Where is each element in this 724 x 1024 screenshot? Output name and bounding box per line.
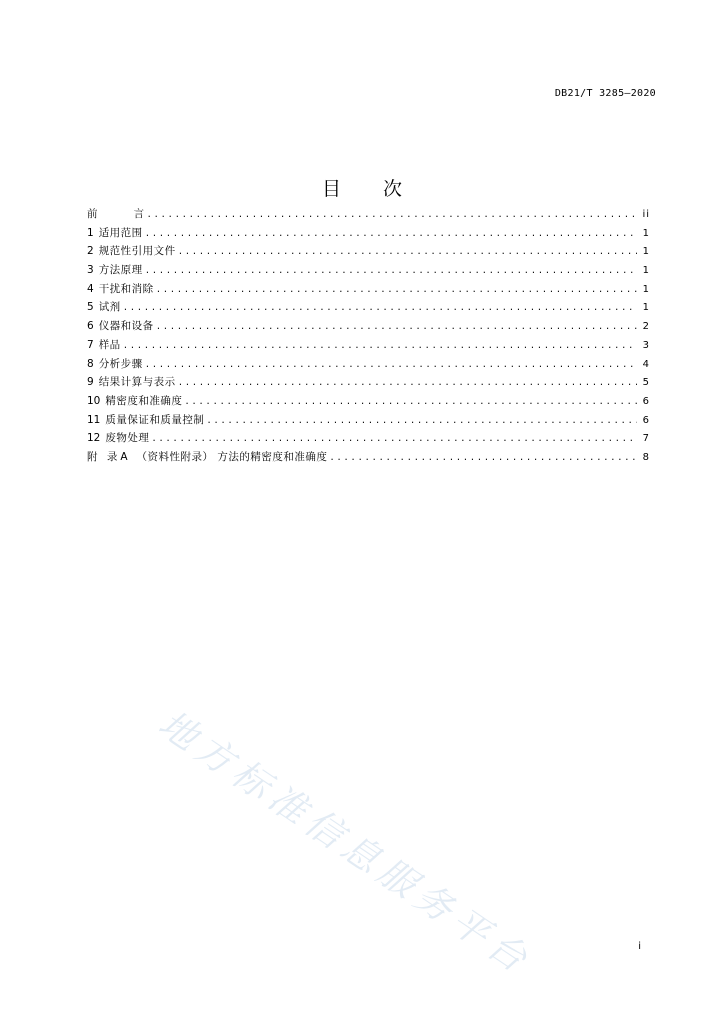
toc-item-reagents[interactable] xyxy=(87,299,650,318)
toc-item-results[interactable] xyxy=(87,374,650,393)
toc-leader-dots xyxy=(156,322,637,332)
toc-item-page: 3 xyxy=(642,339,650,351)
toc-leader-dots xyxy=(329,453,636,463)
toc-item-number: 6 xyxy=(87,320,94,333)
toc-item-page: 1 xyxy=(642,283,650,295)
toc-item-page: ii xyxy=(642,209,650,220)
toc-leader-dots xyxy=(156,285,637,295)
toc-leader-dots xyxy=(178,378,637,388)
toc-item-label: 仪器和设备 xyxy=(98,320,154,333)
toc-item-normative-references[interactable] xyxy=(87,243,650,262)
toc-item-page: 1 xyxy=(642,227,650,239)
toc-item-number: 7 xyxy=(87,338,94,351)
toc-item-label: 干扰和消除 xyxy=(98,282,154,295)
toc-title: 目 次 xyxy=(321,178,421,200)
toc-item-label: 精密度和准确度 xyxy=(105,394,183,407)
toc-item-page: 1 xyxy=(642,246,650,258)
toc-item-label: 言 xyxy=(133,208,145,220)
toc-item-number: 10 xyxy=(87,394,101,407)
toc-item-interference[interactable] xyxy=(87,281,650,300)
toc-item-number: 8 xyxy=(87,357,94,370)
toc-item-number: 5 xyxy=(87,301,94,314)
toc-leader-dots xyxy=(123,303,637,313)
toc-item-page: 6 xyxy=(642,395,650,407)
table-of-contents xyxy=(87,206,650,468)
toc-item-label: 样品 xyxy=(98,338,121,351)
toc-leader-dots xyxy=(123,341,637,351)
toc-item-number: 2 xyxy=(87,245,94,258)
toc-leader-dots xyxy=(178,247,637,257)
page-number: i xyxy=(638,941,641,952)
toc-item-number: 1 xyxy=(87,226,94,239)
toc-item-page: 1 xyxy=(642,302,650,314)
toc-leader-dots xyxy=(145,266,637,276)
toc-item-waste-disposal[interactable] xyxy=(87,430,650,449)
toc-leader-dots xyxy=(145,229,637,239)
watermark: 地方标准信息服务平台 xyxy=(151,702,540,984)
toc-item-label: 规范性引用文件 xyxy=(98,245,176,258)
toc-item-scope[interactable] xyxy=(87,225,650,244)
toc-item-label: 废物处理 xyxy=(105,432,150,445)
toc-item-label: 结果计算与表示 xyxy=(98,376,176,389)
document-code: DB21/T 3285—2020 xyxy=(554,88,656,99)
toc-item-page: 6 xyxy=(642,414,650,426)
toc-leader-dots xyxy=(151,434,636,444)
toc-item-precision[interactable] xyxy=(87,393,650,412)
toc-item-apparatus[interactable] xyxy=(87,318,650,337)
toc-item-samples[interactable] xyxy=(87,337,650,356)
toc-item-number: 12 xyxy=(87,432,101,445)
toc-item-analysis-steps[interactable] xyxy=(87,356,650,375)
toc-item-label: 分析步骤 xyxy=(98,357,143,370)
toc-item-number: 前 xyxy=(87,208,98,220)
toc-item-method-principle[interactable] xyxy=(87,262,650,281)
toc-item-page: 2 xyxy=(642,321,650,333)
toc-item-label: 质量保证和质量控制 xyxy=(105,413,205,426)
toc-leader-dots xyxy=(147,210,637,220)
toc-item-page: 8 xyxy=(642,451,650,463)
toc-item-number: 3 xyxy=(87,264,94,277)
toc-item-number: 9 xyxy=(87,376,94,389)
toc-item-page: 4 xyxy=(642,358,650,370)
toc-leader-dots xyxy=(184,397,636,407)
toc-item-number: 4 xyxy=(87,282,94,295)
toc-leader-dots xyxy=(206,416,636,426)
toc-leader-dots xyxy=(145,360,637,370)
toc-item-page: 7 xyxy=(642,433,650,445)
toc-item-page: 1 xyxy=(642,265,650,277)
toc-item-number: 11 xyxy=(87,413,101,426)
toc-item-label: 适用范围 xyxy=(98,226,143,239)
toc-item-label: 试剂 xyxy=(98,301,121,314)
toc-item-label: 方法原理 xyxy=(98,264,143,277)
toc-item-preface[interactable] xyxy=(87,206,650,225)
toc-item-label: （资料性附录） 方法的精密度和准确度 xyxy=(136,450,328,463)
toc-item-number: 附 录A xyxy=(87,450,131,463)
toc-item-appendix-a[interactable] xyxy=(87,449,650,468)
toc-item-quality-control[interactable] xyxy=(87,412,650,431)
toc-item-page: 5 xyxy=(642,377,650,389)
